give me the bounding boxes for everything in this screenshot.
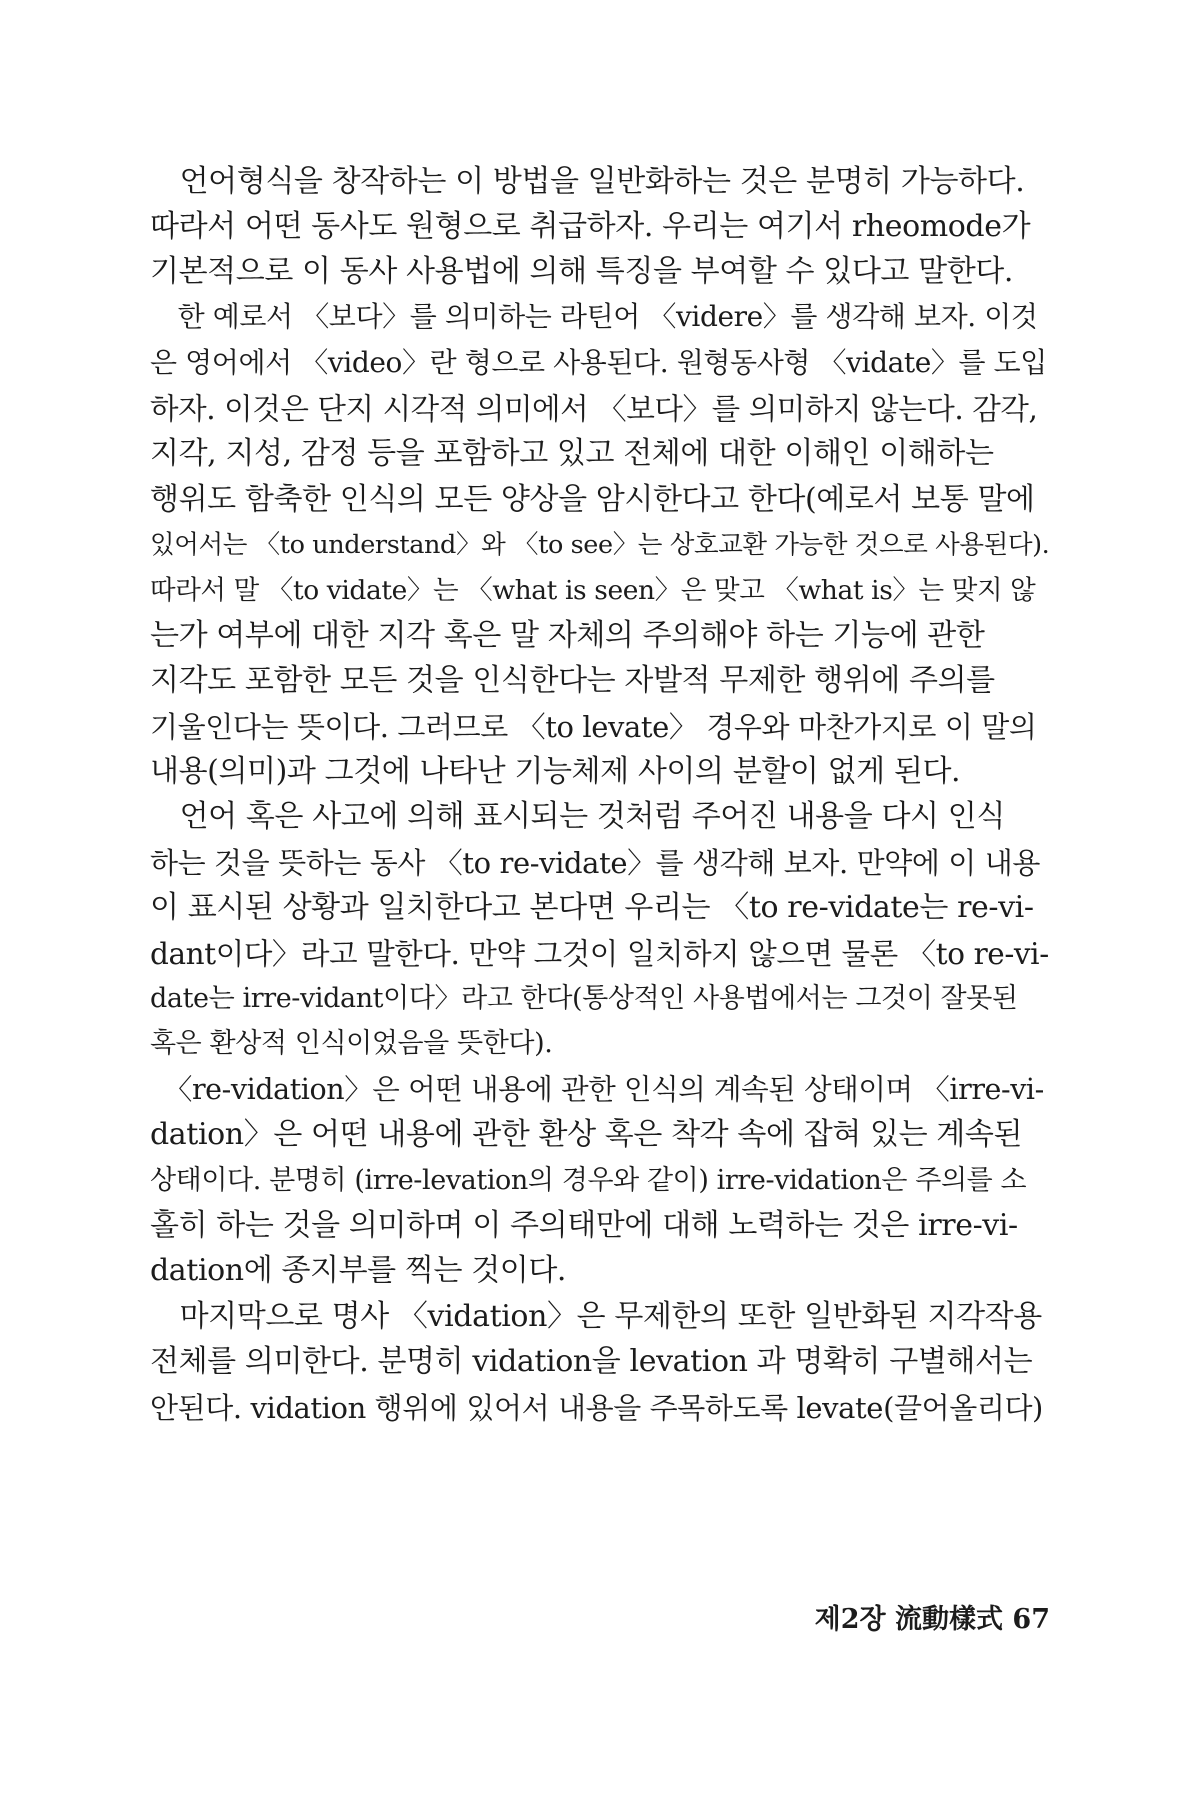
body-text-line: 지각도 포함한 모든 것을 인식한다는 자발적 무제한 행위에 주의를 — [150, 663, 995, 698]
body-text-line: 지각, 지성, 감정 등을 포함하고 있고 전체에 대한 이해인 이해하는 — [150, 436, 994, 471]
body-text-line: 는가 여부에 대한 지각 혹은 말 자체의 주의해야 하는 기능에 관한 — [150, 618, 985, 653]
body-text-line: dant이다〉라고 말한다. 만약 그것이 일치하지 않으면 물론 〈to re-vi- — [150, 937, 1049, 971]
body-text-line: 하자. 이것은 단지 시각적 의미에서 〈보다〉를 의미하지 않는다. 감각, — [150, 392, 1038, 426]
body-text-line: 한 예로서 〈보다〉를 의미하는 라틴어 〈videre〉를 생각해 보자. 이것 — [150, 300, 1038, 333]
body-text-line: date는 irre-vidant이다〉라고 한다(통상적인 사용법에서는 그것이 잘못된 — [150, 983, 1018, 1014]
body-text-line: 혹은 환상적 인식이었음을 뜻한다). — [150, 1028, 553, 1059]
page-footer: 제2장 流動樣式 67 — [814, 1604, 1050, 1635]
body-text-line: dation〉은 어떤 내용에 관한 환상 혹은 착각 속에 잡혀 있는 계속된 — [150, 1117, 1023, 1152]
body-text-line: 언어형식을 창작하는 이 방법을 일반화하는 것은 분명히 가능하다. — [150, 164, 1025, 199]
body-text-line: 은 영어에서 〈video〉란 형으로 사용된다. 원형동사형 〈vidate〉를 도입 — [150, 346, 1047, 379]
body-text-line: 홀히 하는 것을 의미하며 이 주의태만에 대해 노력하는 것은 irre-vi- — [150, 1208, 1018, 1243]
body-text-line: 행위도 함축한 인식의 모든 양상을 암시한다고 한다(예로서 보통 말에 — [150, 482, 1035, 517]
body-text-line: 하는 것을 뜻하는 동사 〈to re-vidate〉를 생각해 보자. 만약에 이 내용 — [150, 846, 1040, 880]
body-text-line: 상태이다. 분명히 (irre-levation의 경우와 같이) irre-vidation은 주의를 소 — [150, 1165, 1027, 1196]
body-text-line: 마지막으로 명사 〈vidation〉은 무제한의 또한 일반화된 지각작용 — [150, 1299, 1042, 1334]
body-text-line: 안된다. vidation 행위에 있어서 내용을 주목하도록 levate(끌어올리다) — [150, 1391, 1043, 1425]
body-text-line: 이 표시된 상황과 일치한다고 본다면 우리는 〈to re-vidate는 re-vi- — [150, 890, 1034, 925]
body-text-line: 기본적으로 이 동사 사용법에 의해 특징을 부여할 수 있다고 말한다. — [150, 254, 1014, 289]
body-text-line: 따라서 말 〈to vidate〉는 〈what is seen〉은 맞고 〈what is〉는 맞지 않 — [150, 575, 1036, 606]
body-text-line: 전체를 의미한다. 분명히 vidation을 levation 과 명확히 구별해서는 — [150, 1344, 1033, 1379]
body-text-line: 언어 혹은 사고에 의해 표시되는 것처럼 주어진 내용을 다시 인식 — [150, 799, 1005, 834]
body-text-line: 있어서는 〈to understand〉와 〈to see〉는 상호교환 가능한 것으로 사용된다). — [150, 530, 1050, 560]
body-text-line: 기울인다는 뜻이다. 그러므로 〈to levate〉 경우와 마찬가지로 이 말의 — [150, 710, 1037, 744]
body-text-line: 내용(의미)과 그것에 나타난 기능체제 사이의 분할이 없게 된다. — [150, 754, 961, 789]
body-text-line: dation에 종지부를 찍는 것이다. — [150, 1253, 567, 1288]
body-text-line: 〈re-vidation〉은 어떤 내용에 관한 인식의 계속된 상태이며 〈irre-vi- — [150, 1073, 1044, 1106]
body-text-line: 따라서 어떤 동사도 원형으로 취급하자. 우리는 여기서 rheomode가 — [150, 209, 1031, 244]
